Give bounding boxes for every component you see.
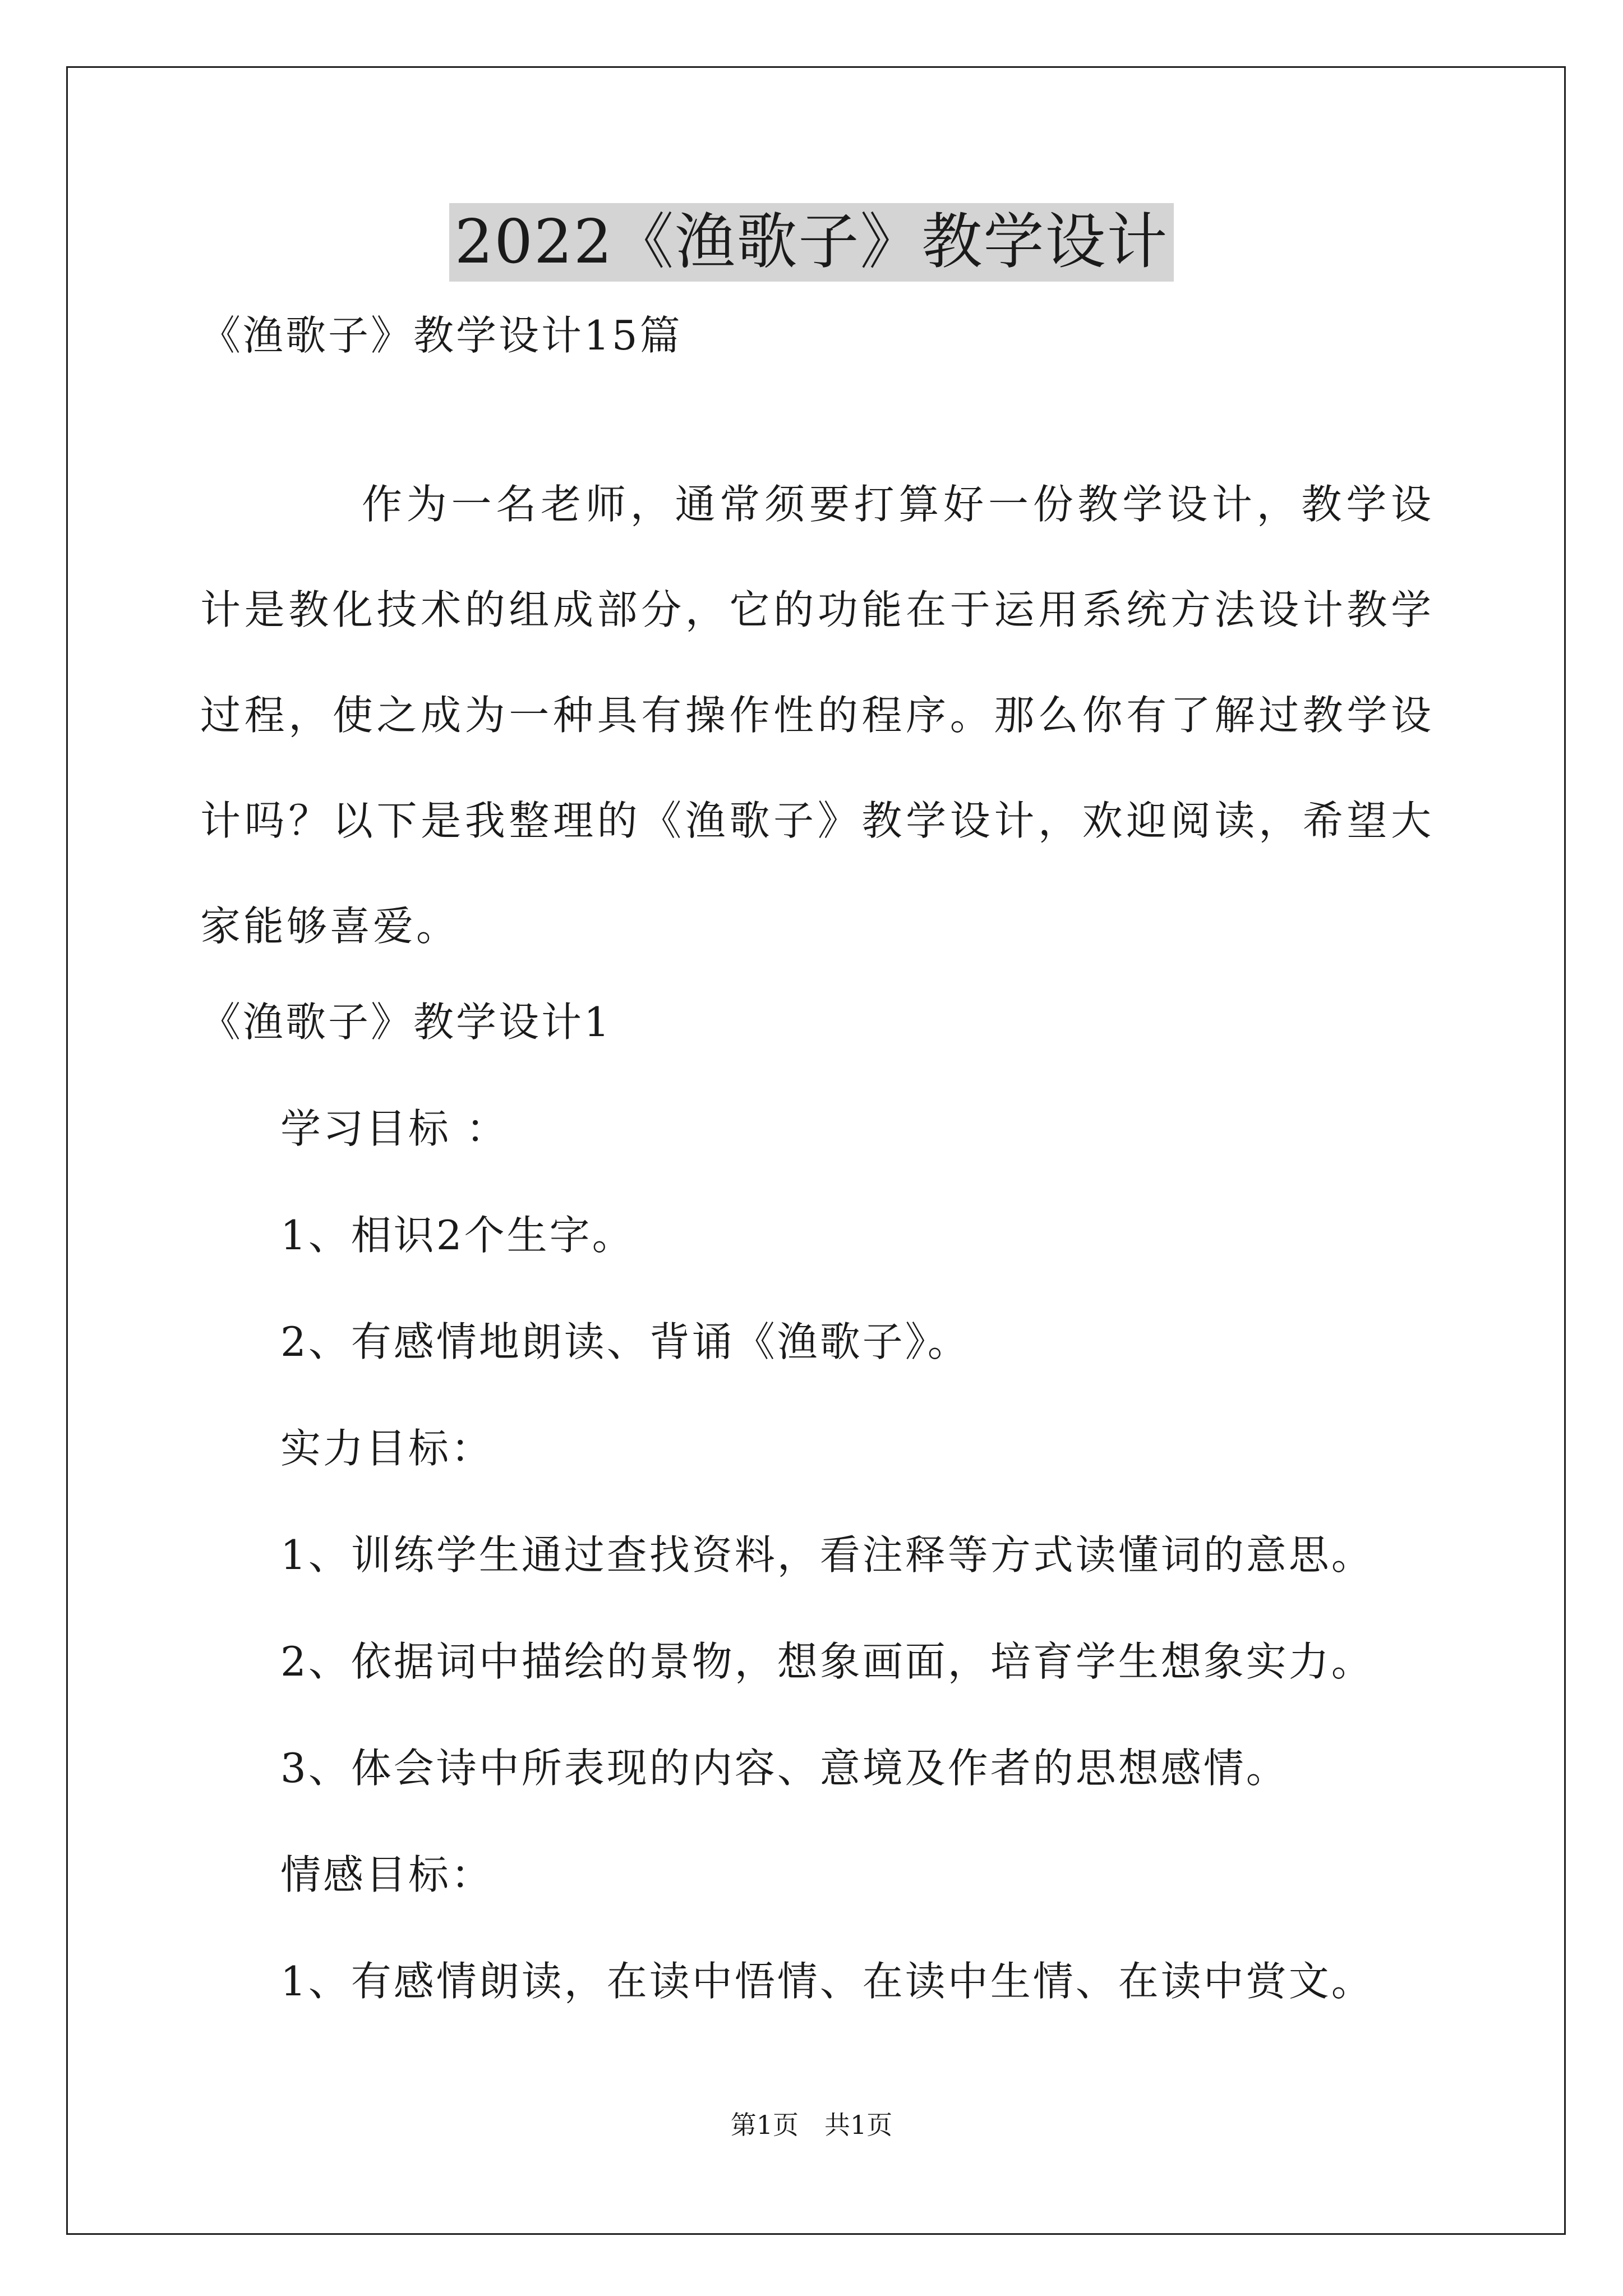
objective-item: 1、训练学生通过查找资料，看注释等方式读懂词的意思。: [280, 1531, 1374, 1579]
objective-item: 1、有感情朗读，在读中悟情、在读中生情、在读中赏文。: [280, 1958, 1374, 2005]
objective-heading-learning: 学习目标 ：: [280, 1105, 509, 1152]
section-heading: 《渔歌子》教学设计1: [200, 999, 612, 1046]
document-title: 2022《渔歌子》教学设计: [449, 203, 1174, 282]
title-container: [0, 203, 1623, 282]
intro-paragraph: 作为一名老师，通常须要打算好一份教学设计，教学设计是教化技术的组成部分，它的功能在于运用系统方法设计教学过程，使之成为一种具有操作性的程序。那么你有了解过教学设计吗？以下是我整理的《渔歌子》教学设计，欢迎阅读，希望大家能够喜爱。: [200, 481, 1434, 950]
objective-item: 2、有感情地朗读、背诵《渔歌子》。: [280, 1318, 970, 1365]
document-subtitle: 《渔歌子》教学设计15篇: [200, 312, 683, 359]
objective-heading-emotion: 情感目标：: [280, 1851, 494, 1898]
objective-item: 3、体会诗中所表现的内容、意境及作者的思想感情。: [280, 1745, 1289, 1792]
page-footer: 第1页 共1页: [730, 2110, 893, 2140]
objective-item: 1、相识2个生字。: [280, 1212, 635, 1259]
objective-heading-ability: 实力目标：: [280, 1425, 494, 1472]
objective-item: 2、依据词中描绘的景物，想象画面，培育学生想象实力。: [280, 1638, 1374, 1685]
